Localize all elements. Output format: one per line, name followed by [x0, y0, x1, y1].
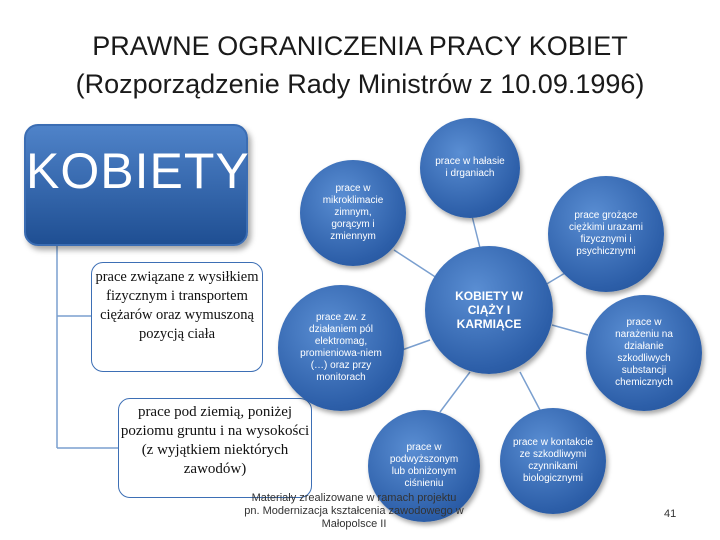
node-bio-label: prace w kontakcie ze szkodliwymi czynnikami biologicznymi: [512, 437, 594, 484]
node-center-label: KOBIETY W CIĄŻY I KARMIĄCE: [455, 289, 523, 331]
node-mikroklimat: [300, 160, 406, 266]
node-czynniki-biologiczne: [500, 408, 606, 514]
node-wysilek-fizyczny: prace związane z wysiłkiem fizycznym i transportem ciężarów oraz wymuszoną pozycją ciała: [91, 262, 263, 372]
node-substancje-chemiczne: [586, 295, 702, 411]
page-subtitle: (Rozporządzenie Rady Ministrów z 10.09.1996): [75, 69, 645, 99]
node-pole-label: prace zw. z działaniem pól elektromag, promieniowa-niem (…) oraz przy monitorach: [300, 312, 382, 383]
node-halas: [420, 118, 520, 218]
node-urazy: [548, 176, 664, 292]
node-cisnienie-label: prace w podwyższonym lub obniżonym ciśnieniu: [389, 442, 459, 489]
page-title: PRAWNE OGRANICZENIA PRACY KOBIET: [92, 31, 628, 61]
node-prace-pod-ziemia: prace pod ziemią, poniżej poziomu gruntu i na wysokości (z wyjątkiem niektórych zawodów): [118, 398, 312, 498]
node-kobiety-w-ciazy: [425, 246, 553, 374]
node-halas-label: prace w hałasie i drganiach: [435, 156, 505, 179]
spoke-cisnienie: [440, 372, 470, 412]
spoke-pole: [402, 340, 430, 350]
spoke-substancje: [552, 325, 588, 335]
spoke-bio: [520, 372, 540, 410]
kobiety-node: [24, 124, 248, 246]
spoke-halas: [472, 216, 480, 248]
node-substancje-label: prace w narażeniu na działanie szkodliwych substancji chemicznych: [615, 317, 673, 388]
kobiety-label: KOBIETY: [26, 143, 250, 199]
page-number: 41: [664, 508, 677, 520]
footer-note: Materiały zrealizowane w ramach projektu pn. Modernizacja kształcenia zawodowego w Małopolsce II: [244, 492, 464, 530]
spoke-mikro: [394, 250, 440, 280]
node-urazy-label: prace grożące ciężkimi urazami fizycznymi i psychicznymi: [569, 210, 643, 257]
node-mikroklimat-label: prace w mikroklimacie zimnym, gorącym i zmiennym: [322, 183, 384, 242]
node-pola-elektromagnetyczne: [278, 285, 404, 411]
